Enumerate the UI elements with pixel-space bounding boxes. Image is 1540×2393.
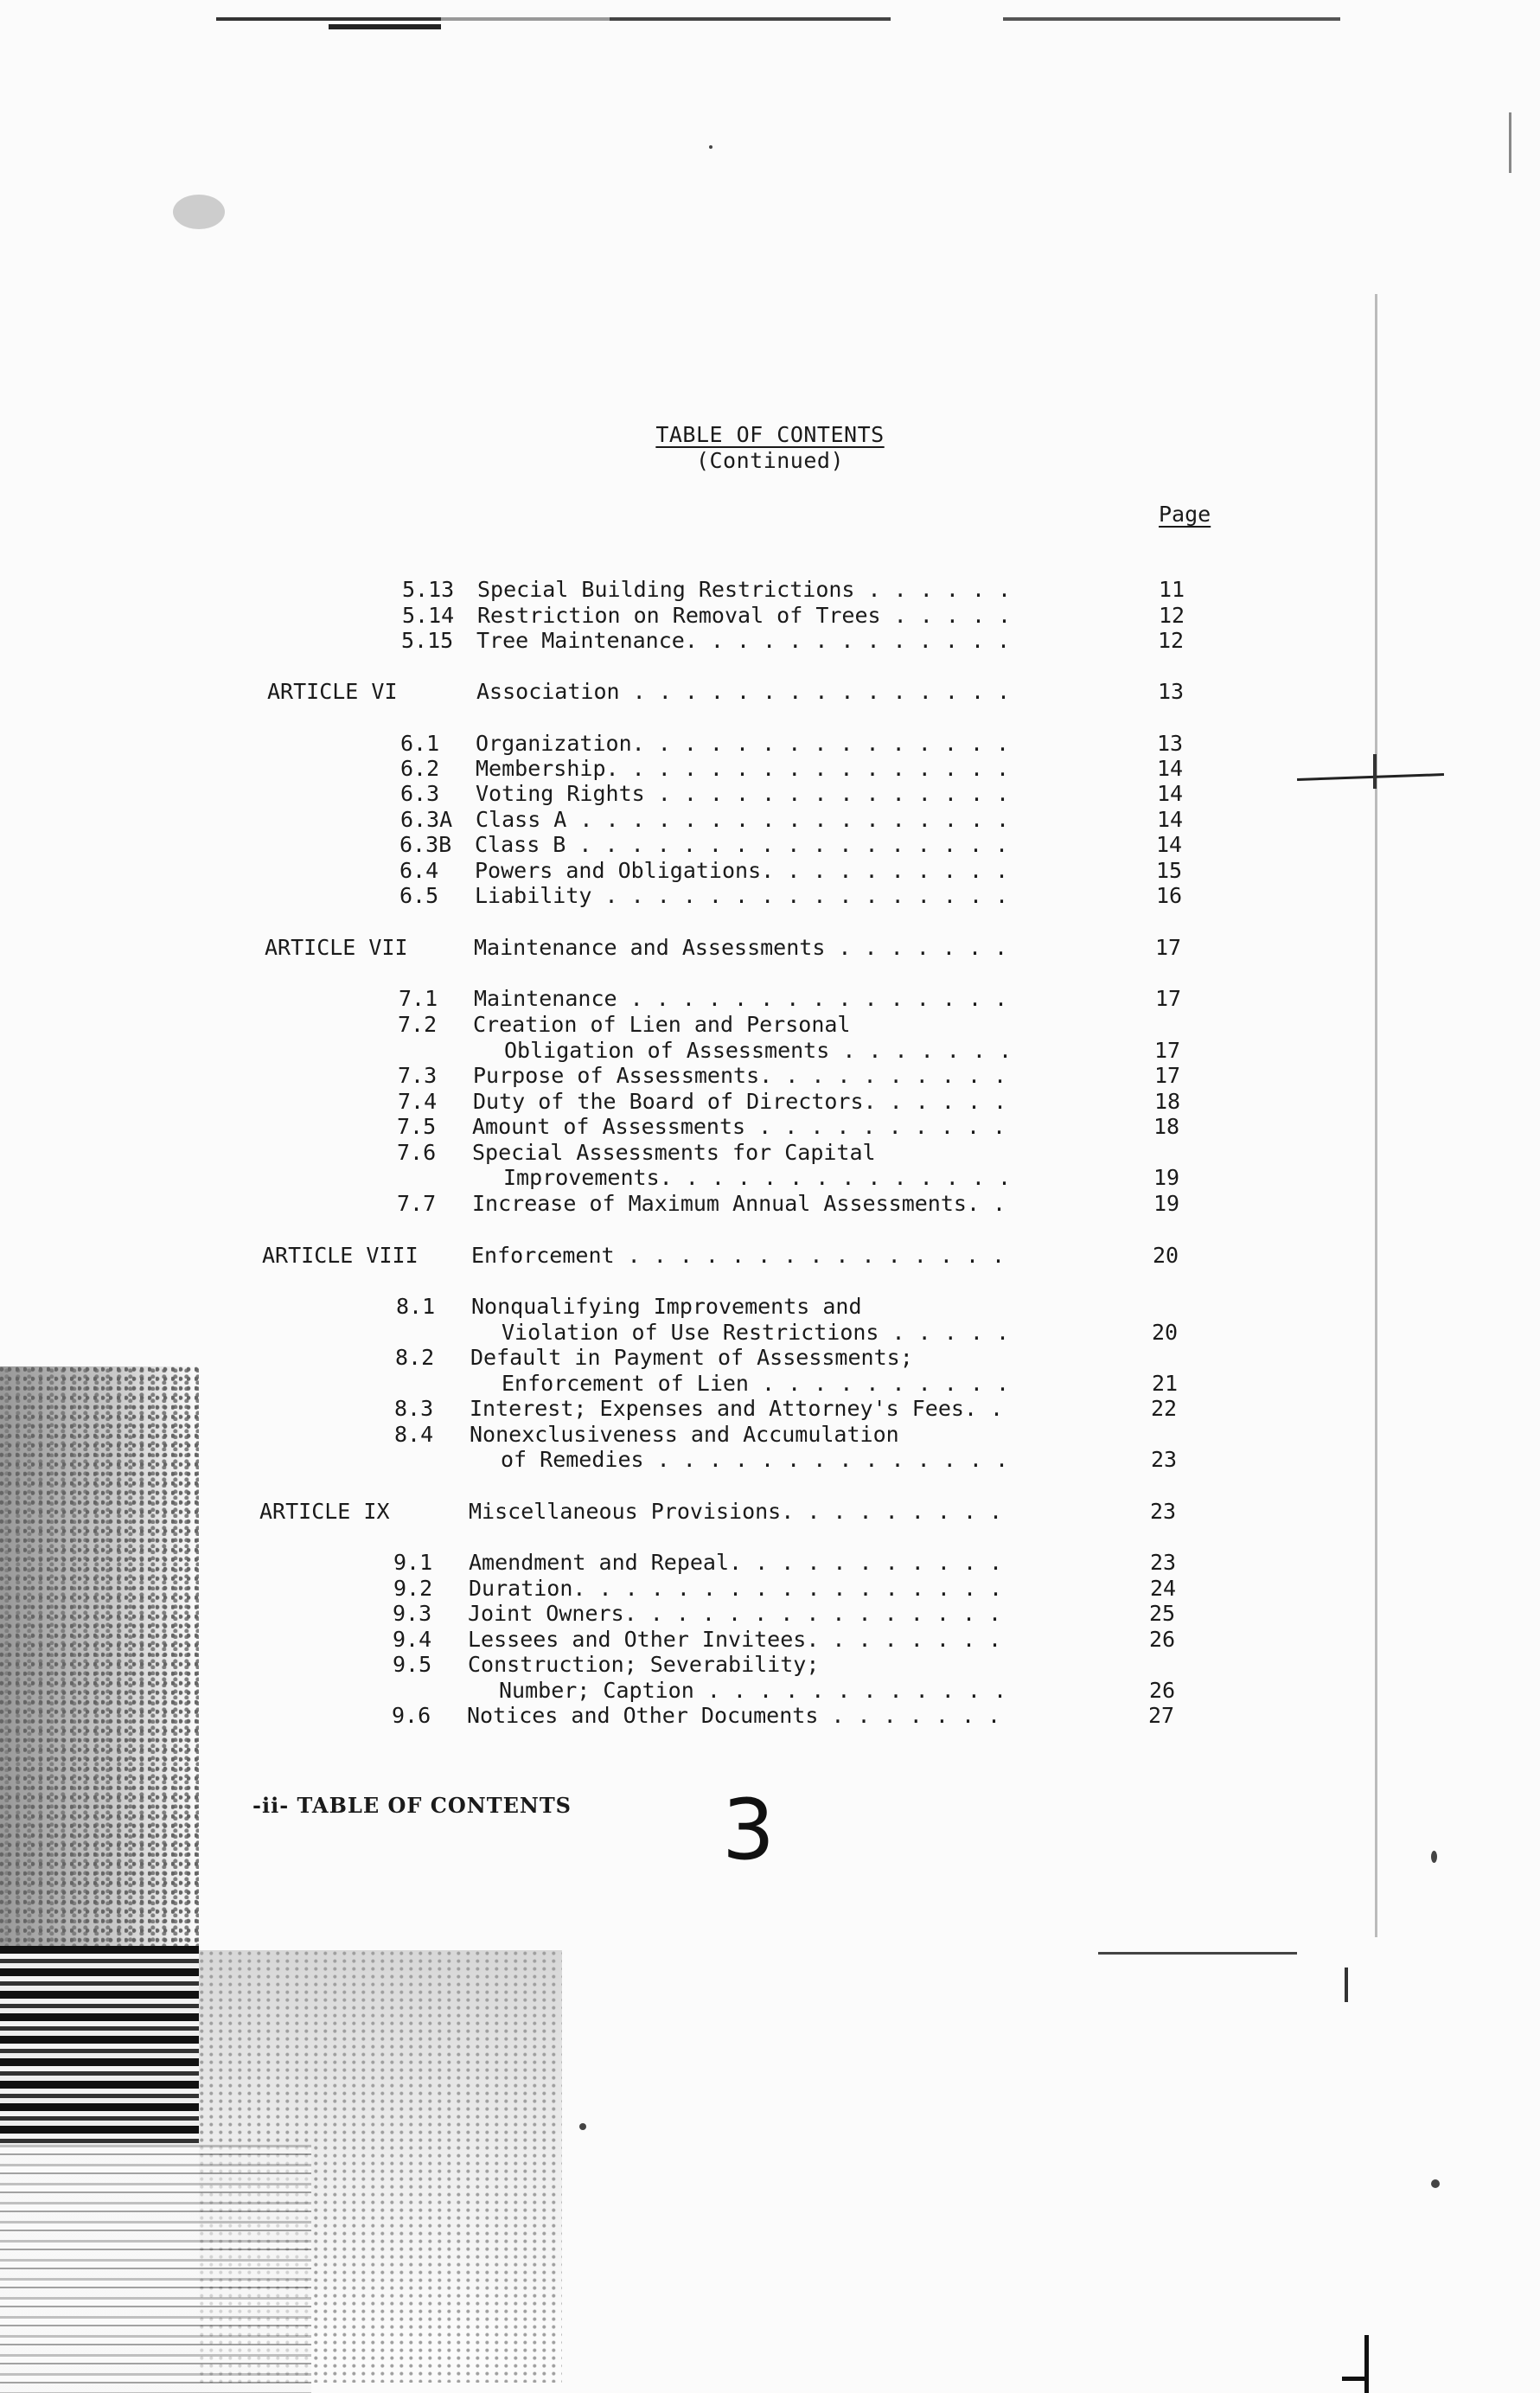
toc-page-number: 26: [1149, 1678, 1176, 1703]
scan-speck: [1431, 2179, 1440, 2188]
scan-edge-right: [1375, 294, 1377, 1937]
toc-page-number: 18: [1153, 1114, 1180, 1139]
toc-page-number: 16: [1156, 883, 1183, 908]
toc-entry-title: Violation of Use Restrictions . . . . .: [502, 1320, 1009, 1345]
toc-entry-title: Organization. . . . . . . . . . . . . . .: [476, 731, 1010, 756]
toc-entry-title: Creation of Lien and Personal: [473, 1012, 851, 1037]
toc-page-number: 18: [1154, 1089, 1181, 1114]
margin-bracket-stub: [1373, 754, 1377, 789]
toc-page-number: 19: [1153, 1165, 1180, 1190]
toc-section-number: 6.5: [399, 883, 439, 908]
corner-mark-vertical: [1364, 2335, 1369, 2393]
toc-entry-title: of Remedies . . . . . . . . . . . . . .: [501, 1447, 1008, 1472]
toc-entry-title: Tree Maintenance. . . . . . . . . . . . .: [476, 628, 1011, 653]
toc-page-number: 17: [1155, 986, 1182, 1011]
toc-section-number: 5.13: [402, 577, 455, 602]
toc-entry-title: Enforcement of Lien . . . . . . . . . .: [502, 1371, 1009, 1396]
toc-entry-title: Nonexclusiveness and Accumulation: [470, 1422, 899, 1447]
scan-speck: [579, 2123, 586, 2130]
toc-entry-title: Liability . . . . . . . . . . . . . . . .: [475, 883, 1009, 908]
toc-page-number: 17: [1154, 1063, 1181, 1088]
toc-page-number: 23: [1150, 1550, 1177, 1575]
toc-section-number: 9.4: [393, 1627, 432, 1652]
scan-speck: [173, 195, 225, 229]
toc-entry-title: Obligation of Assessments . . . . . . .: [504, 1038, 1012, 1063]
toc-entry-title: Nonqualifying Improvements and: [471, 1294, 862, 1319]
toc-page-number: 14: [1156, 832, 1183, 857]
toc-page-number: 25: [1149, 1601, 1176, 1626]
toc-entry-title: Powers and Obligations. . . . . . . . . .: [475, 858, 1009, 883]
scan-edge-mark: [329, 24, 441, 29]
toc-page-number: 19: [1153, 1191, 1180, 1216]
toc-entry-title: Construction; Severability;: [468, 1652, 820, 1677]
toc-section-number: 6.3B: [399, 832, 452, 857]
toc-article-number: ARTICLE IX: [259, 1499, 390, 1524]
toc-entry-title: Joint Owners. . . . . . . . . . . . . . .: [468, 1601, 1002, 1626]
toc-page-number: 14: [1157, 807, 1184, 832]
toc-section-number: 5.14: [402, 603, 455, 628]
toc-entry-title: Default in Payment of Assessments;: [470, 1345, 913, 1370]
toc-entry-title: Amount of Assessments . . . . . . . . . .: [472, 1114, 1006, 1139]
toc-entry-title: Increase of Maximum Annual Assessments. .: [472, 1191, 1006, 1216]
scan-speck: [1431, 1851, 1437, 1863]
toc-section-number: 7.4: [398, 1089, 438, 1114]
toc-entry-title: Maintenance . . . . . . . . . . . . . . .: [474, 986, 1008, 1011]
toc-article-title: Association . . . . . . . . . . . . . . .: [476, 679, 1011, 704]
toc-heading: [0, 422, 1540, 474]
toc-page-number: 15: [1156, 858, 1183, 883]
toc-section-number: 9.6: [392, 1703, 431, 1728]
scan-edge-top: [216, 17, 1340, 21]
toc-page-number: 13: [1157, 731, 1184, 756]
toc-page-number: 24: [1150, 1576, 1177, 1601]
toc-section-number: 7.7: [397, 1191, 437, 1216]
toc-section-number: 7.5: [397, 1114, 437, 1139]
toc-entry-title: Notices and Other Documents . . . . . . .: [467, 1703, 1001, 1728]
toc-page-number: 20: [1152, 1320, 1179, 1345]
scan-stripes: [0, 1946, 199, 2145]
page-subtitle: (Continued): [695, 448, 845, 473]
toc-entry-title: Lessees and Other Invitees. . . . . . . .: [468, 1627, 1002, 1652]
toc-entry-title: Purpose of Assessments. . . . . . . . . .: [473, 1063, 1007, 1088]
scan-edge-bottom: [1098, 1952, 1297, 1955]
toc-entry-title: Duration. . . . . . . . . . . . . . . . .: [469, 1576, 1003, 1601]
toc-section-number: 8.3: [394, 1396, 434, 1421]
toc-entry-title: Voting Rights . . . . . . . . . . . . . .: [476, 781, 1010, 806]
toc-section-number: 6.3: [400, 781, 440, 806]
toc-page-number: 22: [1151, 1396, 1178, 1421]
toc-page-number: 13: [1158, 679, 1185, 704]
toc-section-number: 6.1: [400, 731, 440, 756]
scan-corner-mark: [1345, 1968, 1348, 2002]
toc-section-number: 9.3: [393, 1601, 432, 1626]
footer-label: -ii- TABLE OF CONTENTS: [252, 1793, 572, 1818]
toc-entry-title: Restriction on Removal of Trees . . . . .: [477, 603, 1012, 628]
toc-page-number: 21: [1152, 1371, 1179, 1396]
toc-page-number: 14: [1157, 756, 1184, 781]
toc-page-number: 11: [1159, 577, 1185, 602]
toc-page-number: 20: [1153, 1243, 1179, 1268]
toc-page-number: 14: [1157, 781, 1184, 806]
toc-entry-title: Number; Caption . . . . . . . . . . . .: [499, 1678, 1006, 1703]
scan-noise-left: [0, 1366, 199, 1955]
toc-entry-title: Interest; Expenses and Attorney's Fees. .: [470, 1396, 1004, 1421]
handwritten-page-number: 3: [722, 1782, 776, 1878]
toc-page-number: 23: [1150, 1499, 1177, 1524]
toc-section-number: 9.1: [393, 1550, 433, 1575]
toc-page-number: 12: [1158, 628, 1185, 653]
toc-entry-title: Special Assessments for Capital: [472, 1140, 876, 1165]
toc-article-number: ARTICLE VI: [267, 679, 398, 704]
toc-article-number: ARTICLE VII: [265, 935, 408, 960]
scan-speck: [709, 145, 712, 149]
toc-section-number: 7.6: [397, 1140, 437, 1165]
toc-entry-title: Amendment and Repeal. . . . . . . . . . .: [469, 1550, 1003, 1575]
toc-page-number: 12: [1159, 603, 1185, 628]
page-column-header: Page: [1159, 502, 1211, 527]
toc-entry-title: Special Building Restrictions . . . . . .: [477, 577, 1012, 602]
toc-entry-title: Improvements. . . . . . . . . . . . . .: [503, 1165, 1011, 1190]
page-title: TABLE OF CONTENTS: [655, 422, 885, 447]
corner-mark-horizontal: [1342, 2377, 1368, 2381]
scan-bars-bottom: [0, 2145, 311, 2393]
toc-article-title: Enforcement . . . . . . . . . . . . . . .: [471, 1243, 1006, 1268]
toc-section-number: 6.3A: [400, 807, 453, 832]
margin-bracket-line: [1297, 773, 1444, 781]
toc-article-title: Miscellaneous Provisions. . . . . . . . .: [469, 1499, 1003, 1524]
toc-page-number: 23: [1151, 1447, 1178, 1472]
toc-section-number: 9.5: [393, 1652, 432, 1677]
toc-article-number: ARTICLE VIII: [262, 1243, 419, 1268]
toc-entry-title: Class B . . . . . . . . . . . . . . . . .: [475, 832, 1009, 857]
toc-section-number: 8.1: [396, 1294, 436, 1319]
toc-section-number: 5.15: [401, 628, 454, 653]
toc-entry-title: Membership. . . . . . . . . . . . . . . .: [476, 756, 1010, 781]
toc-section-number: 7.2: [398, 1012, 438, 1037]
scan-edge-right-mark: [1509, 112, 1511, 173]
toc-section-number: 8.2: [395, 1345, 435, 1370]
toc-section-number: 7.3: [398, 1063, 438, 1088]
toc-entry-title: Duty of the Board of Directors. . . . . .: [473, 1089, 1007, 1114]
toc-section-number: 9.2: [393, 1576, 433, 1601]
toc-entry-title: Class A . . . . . . . . . . . . . . . . .: [476, 807, 1010, 832]
toc-section-number: 7.1: [399, 986, 438, 1011]
toc-section-number: 8.4: [394, 1422, 434, 1447]
toc-page-number: 27: [1148, 1703, 1175, 1728]
toc-page-number: 26: [1149, 1627, 1176, 1652]
toc-page-number: 17: [1154, 1038, 1181, 1063]
toc-article-title: Maintenance and Assessments . . . . . . .: [474, 935, 1008, 960]
toc-section-number: 6.4: [399, 858, 439, 883]
toc-section-number: 6.2: [400, 756, 440, 781]
toc-page-number: 17: [1155, 935, 1182, 960]
